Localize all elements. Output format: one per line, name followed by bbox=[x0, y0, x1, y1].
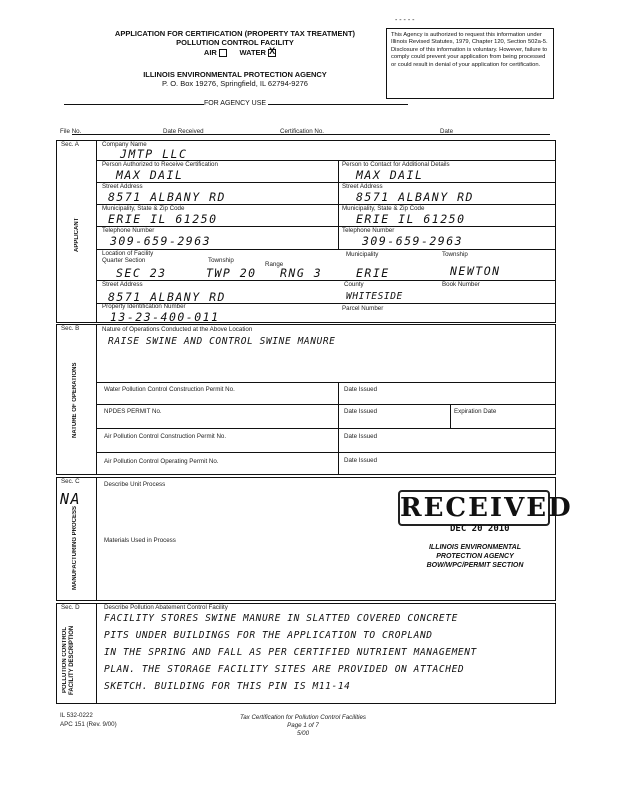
phone-value[interactable]: 309-659-2963 bbox=[110, 234, 212, 248]
nature-value[interactable]: RAISE SWINE AND CONTROL SWINE MANURE bbox=[108, 336, 336, 347]
rule-a2 bbox=[96, 182, 556, 183]
range-label: Range bbox=[265, 261, 284, 268]
section-a-mid-divider bbox=[338, 160, 339, 249]
section-b-mid-divider bbox=[338, 382, 339, 475]
footer-center2: Page 1 of 7 bbox=[287, 722, 319, 729]
city-value[interactable]: ERIE IL 61250 bbox=[108, 212, 218, 226]
section-c-divider bbox=[96, 477, 97, 601]
quarter-label: Quarter Section bbox=[102, 257, 146, 264]
abatement-line: SKETCH. BUILDING FOR THIS PIN IS M11-14 bbox=[104, 681, 351, 692]
person-contact-value[interactable]: MAX DAIL bbox=[356, 168, 424, 182]
section-a-divider bbox=[96, 140, 97, 323]
section-b-side-label: NATURE OF OPERATIONS bbox=[72, 362, 78, 438]
section-c-value[interactable]: NA bbox=[60, 490, 82, 508]
municipality-value[interactable]: ERIE bbox=[356, 266, 390, 280]
section-d-divider bbox=[96, 603, 97, 704]
nature-label: Nature of Operations Conducted at the Above Location bbox=[102, 326, 253, 333]
agency-use-rule-right bbox=[268, 104, 408, 105]
section-b-tag: Sec. B bbox=[61, 325, 80, 332]
stamp-line3: BOW/WPC/PERMIT SECTION bbox=[426, 562, 524, 569]
footer-center3: 5/00 bbox=[296, 730, 310, 737]
abatement-line: FACILITY STORES SWINE MANURE IN SLATTED COVERED CONCRETE bbox=[104, 613, 458, 624]
stamp-line2: PROTECTION AGENCY bbox=[436, 553, 514, 560]
stamp-line1: ILLINOIS ENVIRONMENTAL bbox=[428, 544, 522, 551]
expiration-divider bbox=[450, 404, 451, 428]
date-label: Date bbox=[440, 128, 454, 135]
city2-value[interactable]: ERIE IL 61250 bbox=[356, 212, 466, 226]
phone-label: Telephone Number bbox=[102, 227, 155, 234]
phone2-value[interactable]: 309-659-2963 bbox=[362, 234, 464, 248]
agency-use-rule-left bbox=[64, 104, 204, 105]
wpc-date-issued-label: Date Issued bbox=[344, 386, 378, 393]
company-name-label: Company Name bbox=[102, 141, 147, 148]
township-no-value[interactable]: TWP 20 bbox=[206, 266, 257, 280]
received-stamp: RECEIVED bbox=[398, 490, 550, 526]
township-name-value[interactable]: NEWTON bbox=[450, 264, 501, 278]
section-d-side-label: POLLUTION CONTROL FACILITY DESCRIPTION bbox=[62, 625, 75, 695]
city-label: Municipality, State & Zip Code bbox=[102, 205, 185, 212]
section-c-tag: Sec. C bbox=[61, 478, 80, 485]
abatement-label: Describe Pollution Abatement Control Facility bbox=[104, 604, 228, 611]
npdes-expiration-label: Expiration Date bbox=[454, 408, 497, 415]
footer-code: IL 532-0222 bbox=[60, 712, 93, 719]
person-contact-label: Person to Contact for Additional Details bbox=[342, 161, 450, 168]
certification-no-label: Certification No. bbox=[280, 128, 325, 135]
rule-a6 bbox=[96, 280, 556, 281]
phone2-label: Telephone Number bbox=[342, 227, 395, 234]
county-value[interactable]: WHITESIDE bbox=[346, 291, 403, 302]
air-water-row bbox=[180, 48, 300, 57]
book-label: Book Number bbox=[442, 281, 480, 288]
npdes-permit-label: NPDES PERMIT No. bbox=[104, 408, 162, 415]
unit-process-label: Describe Unit Process bbox=[104, 481, 166, 488]
date-received-label: Date Received bbox=[163, 128, 204, 135]
street-label: Street Address bbox=[102, 183, 143, 190]
stamp-date: DEC 20 2010 bbox=[450, 524, 510, 534]
pin-label: Property Identification Number bbox=[102, 303, 186, 310]
water-label: WATER bbox=[239, 48, 266, 57]
page-top-mark: - - - - - bbox=[395, 17, 415, 24]
npdes-date-issued-label: Date Issued bbox=[344, 408, 378, 415]
rule-b1 bbox=[96, 382, 556, 383]
water-checkbox[interactable] bbox=[268, 46, 276, 57]
apc-operating-label: Air Pollution Control Operating Permit No. bbox=[104, 458, 219, 465]
street2-label: Street Address bbox=[342, 183, 383, 190]
township-no-label: Township bbox=[208, 257, 234, 264]
abatement-line: IN THE SPRING AND FALL AS PER CERTIFIED NUTRIENT MANAGEMENT bbox=[104, 647, 477, 658]
air-label: AIR bbox=[203, 48, 217, 57]
parcel-label: Parcel Number bbox=[342, 305, 384, 312]
form-title: APPLICATION FOR CERTIFICATION (PROPERTY TAX TREATMENT) bbox=[114, 29, 356, 38]
section-c-side-label: MANUFACTURING PROCESS bbox=[72, 505, 78, 590]
quarter-value[interactable]: SEC 23 bbox=[116, 266, 167, 280]
person-authorized-value[interactable]: MAX DAIL bbox=[116, 168, 184, 182]
person-authorized-label: Person Authorized to Receive Certification bbox=[102, 161, 218, 168]
file-no-label: File No. bbox=[60, 128, 82, 135]
loc-street-value[interactable]: 8571 ALBANY RD bbox=[108, 290, 226, 304]
township-name-label: Township bbox=[442, 251, 468, 258]
footer-center1: Tax Certification for Pollution Control Facilities bbox=[240, 714, 366, 721]
street2-value[interactable]: 8571 ALBANY RD bbox=[356, 190, 474, 204]
water-check-mark: X bbox=[269, 46, 276, 57]
loc-street-label: Street Address bbox=[102, 281, 143, 288]
section-a-side-label: APPLICANT bbox=[74, 217, 80, 253]
agency-row-rule bbox=[72, 134, 550, 135]
form-subtitle: POLLUTION CONTROL FACILITY bbox=[176, 38, 294, 47]
agency-name: ILLINOIS ENVIRONMENTAL PROTECTION AGENCY bbox=[143, 70, 327, 79]
company-name-value[interactable]: JMTP LLC bbox=[120, 147, 188, 161]
range-value[interactable]: RNG 3 bbox=[280, 266, 323, 280]
wpc-permit-label: Water Pollution Control Construction Permit No. bbox=[104, 386, 235, 393]
rule-b4 bbox=[96, 452, 556, 453]
abatement-line: PITS UNDER BUILDINGS FOR THE APPLICATION TO CROPLAND bbox=[104, 630, 433, 641]
rule-a5 bbox=[96, 249, 556, 250]
air-checkbox[interactable] bbox=[219, 49, 227, 57]
privacy-notice: This Agency is authorized to request this information under Illinois Revised Statutes, 1979, Chapter 120, Section 502a-5. Disclosure of this information is voluntary. However, failure to comply could prevent your application from being processed or could result in denial of your application for certification. bbox=[386, 28, 554, 99]
city2-label: Municipality, State & Zip Code bbox=[342, 205, 425, 212]
rule-a4 bbox=[96, 226, 556, 227]
section-a-tag: Sec. A bbox=[61, 141, 79, 148]
street-value[interactable]: 8571 ALBANY RD bbox=[108, 190, 226, 204]
abatement-line: PLAN. THE STORAGE FACILITY SITES ARE PROVIDED ON ATTACHED bbox=[104, 664, 465, 675]
materials-label: Materials Used in Process bbox=[104, 537, 176, 544]
apc-operating-date-label: Date Issued bbox=[344, 457, 378, 464]
location-label: Location of Facility bbox=[102, 250, 154, 257]
section-d-tag: Sec. D bbox=[61, 604, 80, 611]
pin-value[interactable]: 13-23-400-011 bbox=[110, 310, 220, 324]
municipality-label: Municipality bbox=[346, 251, 379, 258]
county-label: County bbox=[344, 281, 364, 288]
agency-address: P. O. Box 19276, Springfield, IL 62794-9276 bbox=[162, 79, 308, 88]
rule-b2 bbox=[96, 404, 556, 405]
agency-use-label: FOR AGENCY USE bbox=[203, 100, 267, 107]
apc-construction-label: Air Pollution Control Construction Permit No. bbox=[104, 433, 227, 440]
apc-construction-date-label: Date Issued bbox=[344, 433, 378, 440]
footer-form: APC 151 (Rev. 9/00) bbox=[60, 721, 117, 728]
rule-b3 bbox=[96, 428, 556, 429]
